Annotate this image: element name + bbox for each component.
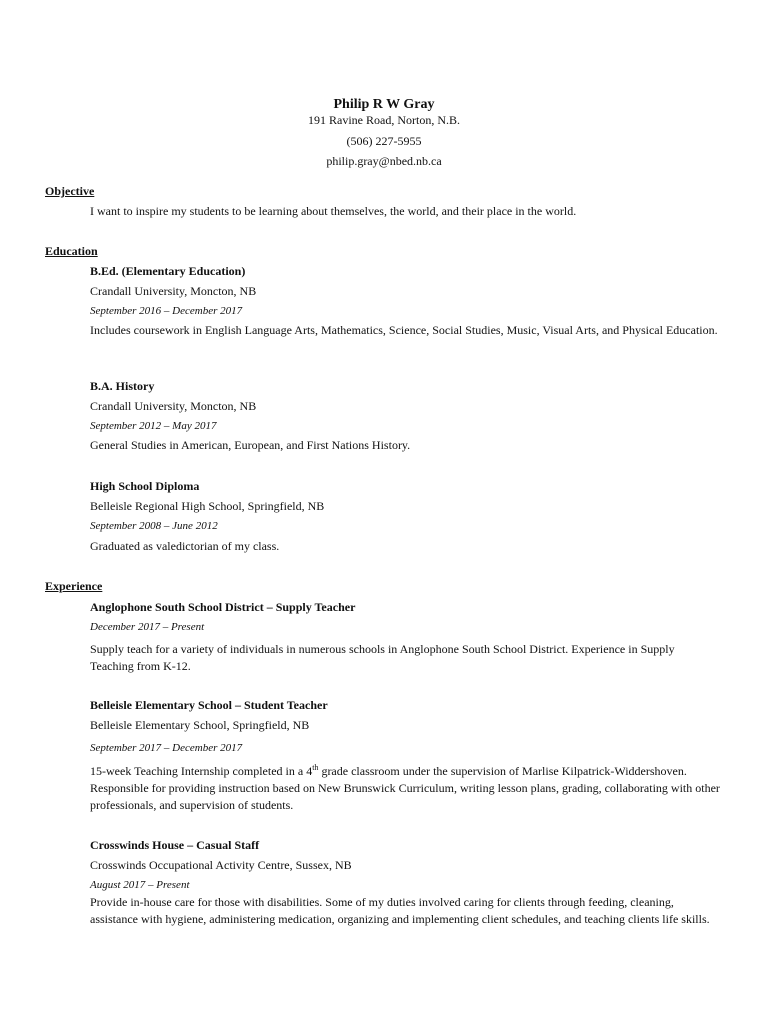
education-dates: September 2008 – June 2012: [90, 520, 218, 532]
education-degree: B.Ed. (Elementary Education): [90, 264, 246, 278]
contact-address: 191 Ravine Road, Norton, N.B.: [308, 113, 460, 127]
experience-title: Belleisle Elementary School – Student Teacher: [90, 698, 328, 712]
experience-description: 15-week Teaching Internship completed in a 4th grade classroom under the supervision of Marlise Kilpatrick-Widdershoven. Responsible for providing instruction based on New Brunswick Curriculum, writing lesson plans, grading, collaborating with other professionals, and supervision of students.: [90, 763, 720, 812]
education-school: Crandall University, Moncton, NB: [90, 399, 257, 413]
education-dates: September 2012 – May 2017: [90, 420, 217, 432]
experience-dates: August 2017 – Present: [90, 879, 190, 891]
education-description: General Studies in American, European, and First Nations History.: [90, 438, 411, 452]
education-degree: High School Diploma: [90, 479, 200, 493]
experience-title: Anglophone South School District – Supply Teacher: [90, 600, 356, 614]
resume-name: Philip R W Gray: [333, 97, 435, 112]
education-school: Belleisle Regional High School, Springfield, NB: [90, 499, 325, 513]
education-school: Crandall University, Moncton, NB: [90, 284, 257, 298]
experience-description: Provide in-house care for those with disabilities. Some of my duties involved caring for clients through feeding, cleaning, assistance with hygiene, administering medication, organizing and implementing client schedules, and teaching clients life skills.: [90, 895, 710, 926]
experience-location: Crosswinds Occupational Activity Centre, Sussex, NB: [90, 858, 352, 872]
education-degree: B.A. History: [90, 379, 155, 393]
experience-title: Crosswinds House – Casual Staff: [90, 838, 260, 852]
section-heading-education: Education: [45, 244, 98, 258]
education-dates: September 2016 – December 2017: [90, 305, 243, 317]
contact-phone: (506) 227-5955: [346, 134, 422, 148]
section-heading-experience: Experience: [45, 579, 103, 593]
experience-location: Belleisle Elementary School, Springfield, NB: [90, 718, 310, 732]
experience-dates: December 2017 – Present: [90, 621, 205, 633]
experience-dates: September 2017 – December 2017: [90, 742, 243, 754]
education-description: Includes coursework in English Language Arts, Mathematics, Science, Social Studies, Music, Visual Arts, and Physical Education.: [90, 323, 718, 337]
contact-email: philip.gray@nbed.nb.ca: [326, 154, 442, 168]
objective-text: I want to inspire my students to be learning about themselves, the world, and their place in the world.: [90, 204, 577, 218]
section-heading-objective: Objective: [45, 184, 95, 198]
education-description: Graduated as valedictorian of my class.: [90, 539, 280, 553]
experience-description: Supply teach for a variety of individuals in numerous schools in Anglophone South School District. Experience in Supply Teaching from K-12.: [90, 642, 675, 673]
